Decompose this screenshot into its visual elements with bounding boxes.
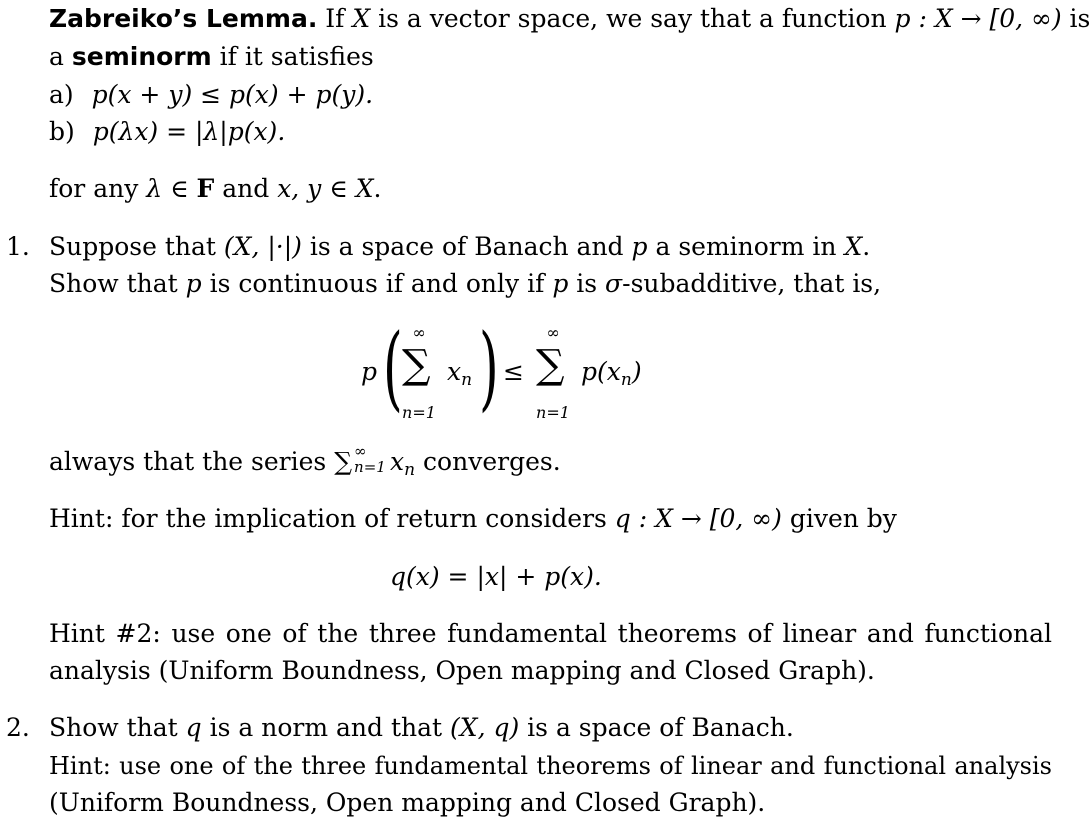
hint-1-line <box>49 503 897 535</box>
inline-x: x <box>390 447 405 476</box>
hint-2-line-2: analysis (Uniform Boundness, Open mapping and Closed Graph). <box>49 656 875 685</box>
formula-px-subscript: n <box>620 370 632 390</box>
for-any-xy: x, y ∈ X <box>277 174 374 203</box>
condition-b <box>49 116 285 148</box>
item-1-line-2 <box>49 268 881 300</box>
formula-sum-upper-right: ∞ <box>546 323 560 342</box>
seminorm-line-prefix: a <box>49 42 72 71</box>
item-2-norm-text: is a norm and that <box>201 713 451 742</box>
hint-2-line-1: Hint #2: use one of the three fundamental theorems of linear and functional <box>49 619 1052 648</box>
item-2-hint-line-1: Hint: use one of the three fundamental theorems of linear and functional analysis <box>49 752 1052 780</box>
formula-sum-left: ∑ <box>402 342 431 388</box>
always-prefix: always that the series <box>49 447 335 476</box>
item-2-line-1 <box>49 712 794 744</box>
condition-a-label: a) <box>49 80 74 109</box>
hint-1-q-signature: q : X → [0, ∞) <box>614 504 782 533</box>
item-1-p-symbol: p <box>631 232 648 261</box>
lemma-intro-text-3: is <box>1061 4 1090 33</box>
item-1-p-symbol-2: p <box>185 269 202 298</box>
item-2-space-symbol: (X, q) <box>450 713 520 742</box>
seminorm-line-suffix: if it satisfies <box>211 42 374 71</box>
item-2-hint-line-2: (Uniform Boundness, Open mapping and Closed Graph). <box>49 788 766 817</box>
formula-leq: ≤ <box>503 357 524 386</box>
item-2-q-symbol: q <box>185 713 202 742</box>
always-series-line <box>49 442 561 480</box>
item-1-seminorm-in: a seminorm in <box>647 232 845 261</box>
for-any-lambda: λ ∈ <box>146 174 197 203</box>
formula-x: x <box>447 357 462 386</box>
for-any-period: . <box>373 174 382 203</box>
q-definition: q(x) = |x| + p(x). <box>390 562 602 591</box>
formula-px: p(x <box>581 357 621 386</box>
condition-a <box>49 79 373 111</box>
lemma-intro-text: If <box>317 4 353 33</box>
formula-sum-lower-left: n=1 <box>402 403 436 422</box>
hint-1-suffix: given by <box>781 504 897 533</box>
item-1-number: 1. <box>6 232 30 261</box>
condition-a-formula: p(x + y) ≤ p(x) + p(y). <box>91 80 374 109</box>
field-symbol: F <box>196 174 215 203</box>
inline-sum-lower: n=1 <box>354 458 386 476</box>
for-any-prefix: for any <box>49 174 147 203</box>
formula-p: p <box>361 357 378 386</box>
item-1-space-symbol: (X, |·|) <box>223 232 302 261</box>
lemma-intro-text-2: is a vector space, we say that a function <box>370 4 895 33</box>
hint-1-prefix: Hint: for the implication of return considers <box>49 504 615 533</box>
item-1-suppose: Suppose that <box>49 232 224 261</box>
formula-x-subscript: n <box>461 370 473 390</box>
item-2-number: 2. <box>6 713 30 742</box>
lemma-symbol-x: X <box>352 4 371 33</box>
lemma-title: Zabreiko’s Lemma. <box>49 4 318 33</box>
inline-x-subscript: n <box>404 460 416 480</box>
item-2-banach-text: is a space of Banach. <box>519 713 794 742</box>
inline-sum-symbol: ∑ <box>334 447 353 476</box>
formula-left-paren: ( <box>383 314 403 421</box>
formula-right-paren: ) <box>479 314 499 421</box>
inline-sum-limits <box>352 442 390 476</box>
item-1-banach-text: is a space of Banach and <box>301 232 632 261</box>
item-1-p-symbol-3: p <box>552 269 569 298</box>
item-1-continuous-text: is continuous if and only if <box>201 269 553 298</box>
lemma-heading-line <box>49 3 1090 35</box>
for-any-line <box>49 173 381 205</box>
item-2-show-that: Show that <box>49 713 186 742</box>
for-any-and: and <box>214 174 278 203</box>
seminorm-term: seminorm <box>71 42 212 71</box>
sigma-symbol: σ <box>605 269 623 298</box>
formula-term-right <box>581 356 642 396</box>
lemma-function-signature: p : X → [0, ∞) <box>894 4 1062 33</box>
inline-sum-upper: ∞ <box>354 442 367 460</box>
item-1-subadditive-text: -subadditive, that is, <box>622 269 882 298</box>
condition-b-label: b) <box>49 117 75 146</box>
item-1-x-symbol: X <box>844 232 863 261</box>
formula-sum-upper-left: ∞ <box>412 323 426 342</box>
item-1-show-that: Show that <box>49 269 186 298</box>
item-1-period: . <box>862 232 871 261</box>
formula-sum-lower-right: n=1 <box>536 403 570 422</box>
lemma-seminorm-line <box>49 41 374 73</box>
item-1-line-1 <box>49 231 870 263</box>
always-suffix: converges. <box>415 447 561 476</box>
subadditivity-formula <box>355 314 685 428</box>
formula-sum-right: ∑ <box>536 342 565 388</box>
item-1-is-text: is <box>568 269 606 298</box>
condition-b-formula: p(λx) = |λ|p(x). <box>92 117 286 146</box>
formula-term-left <box>447 356 472 396</box>
formula-px-close: ) <box>631 357 642 386</box>
